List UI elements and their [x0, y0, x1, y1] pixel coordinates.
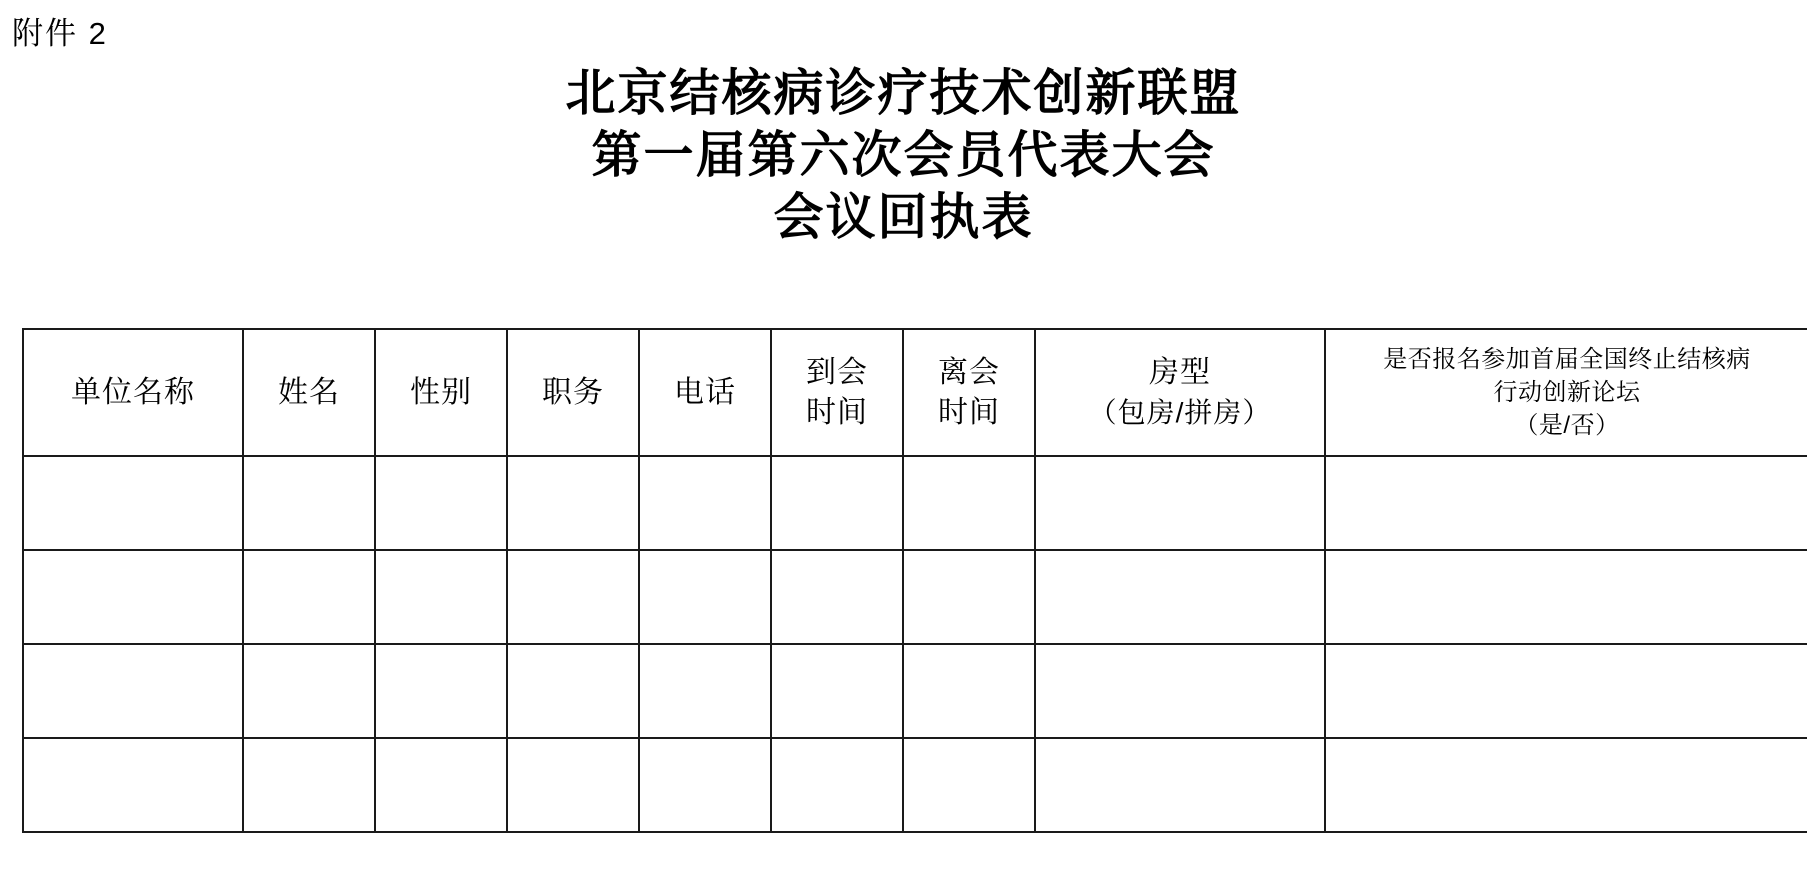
column-header-unit-label: 单位名称 [71, 375, 195, 409]
column-header-forum-registration-line3: （是/否） [1514, 412, 1620, 439]
column-header-phone [639, 329, 771, 456]
cell-gender[interactable] [375, 550, 507, 644]
cell-departure-time[interactable] [903, 550, 1035, 644]
cell-departure-time[interactable] [903, 456, 1035, 550]
column-header-room-type-line2: （包房/拼房） [1088, 396, 1272, 428]
page-title-line-1: 北京结核病诊疗技术创新联盟 [565, 65, 1242, 121]
column-header-duty [507, 329, 639, 456]
cell-departure-time[interactable] [903, 644, 1035, 738]
cell-duty[interactable] [507, 456, 639, 550]
column-header-phone-label: 电话 [674, 375, 736, 409]
receipt-table [22, 328, 1807, 833]
cell-room-type[interactable] [1035, 644, 1325, 738]
cell-phone[interactable] [639, 644, 771, 738]
page-title-line-3: 会议回执表 [773, 189, 1034, 245]
cell-gender[interactable] [375, 456, 507, 550]
column-header-departure-time-line2: 时间 [938, 395, 1000, 429]
cell-duty[interactable] [507, 738, 639, 832]
cell-unit[interactable] [23, 738, 243, 832]
column-header-forum-registration-line1: 是否报名参加首届全国终止结核病 [1383, 346, 1751, 373]
page-title-line-2: 第一届第六次会员代表大会 [591, 127, 1216, 183]
cell-name[interactable] [243, 644, 375, 738]
column-header-forum-registration [1325, 329, 1807, 456]
column-header-arrival-time-line1: 到会 [806, 355, 868, 389]
cell-forum-registration[interactable] [1325, 644, 1807, 738]
cell-arrival-time[interactable] [771, 456, 903, 550]
attachment-label: 附件 2 [12, 16, 108, 51]
cell-phone[interactable] [639, 738, 771, 832]
cell-name[interactable] [243, 456, 375, 550]
cell-phone[interactable] [639, 456, 771, 550]
table-row[interactable] [23, 456, 1807, 550]
table-row[interactable] [23, 550, 1807, 644]
cell-duty[interactable] [507, 550, 639, 644]
column-header-gender [375, 329, 507, 456]
cell-phone[interactable] [639, 550, 771, 644]
column-header-name-label: 姓名 [278, 375, 340, 409]
cell-arrival-time[interactable] [771, 738, 903, 832]
cell-gender[interactable] [375, 738, 507, 832]
document-title-block [0, 62, 1807, 248]
cell-name[interactable] [243, 738, 375, 832]
column-header-gender-label: 性别 [410, 375, 472, 409]
column-header-room-type-line1: 房型 [1149, 355, 1211, 389]
cell-forum-registration[interactable] [1325, 550, 1807, 644]
cell-departure-time[interactable] [903, 738, 1035, 832]
cell-forum-registration[interactable] [1325, 738, 1807, 832]
column-header-name [243, 329, 375, 456]
table-header [23, 329, 1807, 456]
cell-room-type[interactable] [1035, 550, 1325, 644]
cell-arrival-time[interactable] [771, 550, 903, 644]
cell-gender[interactable] [375, 644, 507, 738]
cell-unit[interactable] [23, 550, 243, 644]
cell-forum-registration[interactable] [1325, 456, 1807, 550]
column-header-arrival-time-line2: 时间 [806, 395, 868, 429]
receipt-table-container [22, 328, 1790, 833]
cell-name[interactable] [243, 550, 375, 644]
column-header-duty-label: 职务 [542, 375, 604, 409]
table-row[interactable] [23, 644, 1807, 738]
table-header-row [23, 329, 1807, 456]
column-header-forum-registration-line2: 行动创新论坛 [1493, 379, 1641, 406]
cell-unit[interactable] [23, 456, 243, 550]
column-header-departure-time [903, 329, 1035, 456]
column-header-unit [23, 329, 243, 456]
cell-room-type[interactable] [1035, 738, 1325, 832]
cell-room-type[interactable] [1035, 456, 1325, 550]
cell-duty[interactable] [507, 644, 639, 738]
table-row[interactable] [23, 738, 1807, 832]
column-header-departure-time-line1: 离会 [938, 355, 1000, 389]
table-body [23, 456, 1807, 832]
cell-arrival-time[interactable] [771, 644, 903, 738]
column-header-room-type [1035, 329, 1325, 456]
cell-unit[interactable] [23, 644, 243, 738]
column-header-arrival-time [771, 329, 903, 456]
